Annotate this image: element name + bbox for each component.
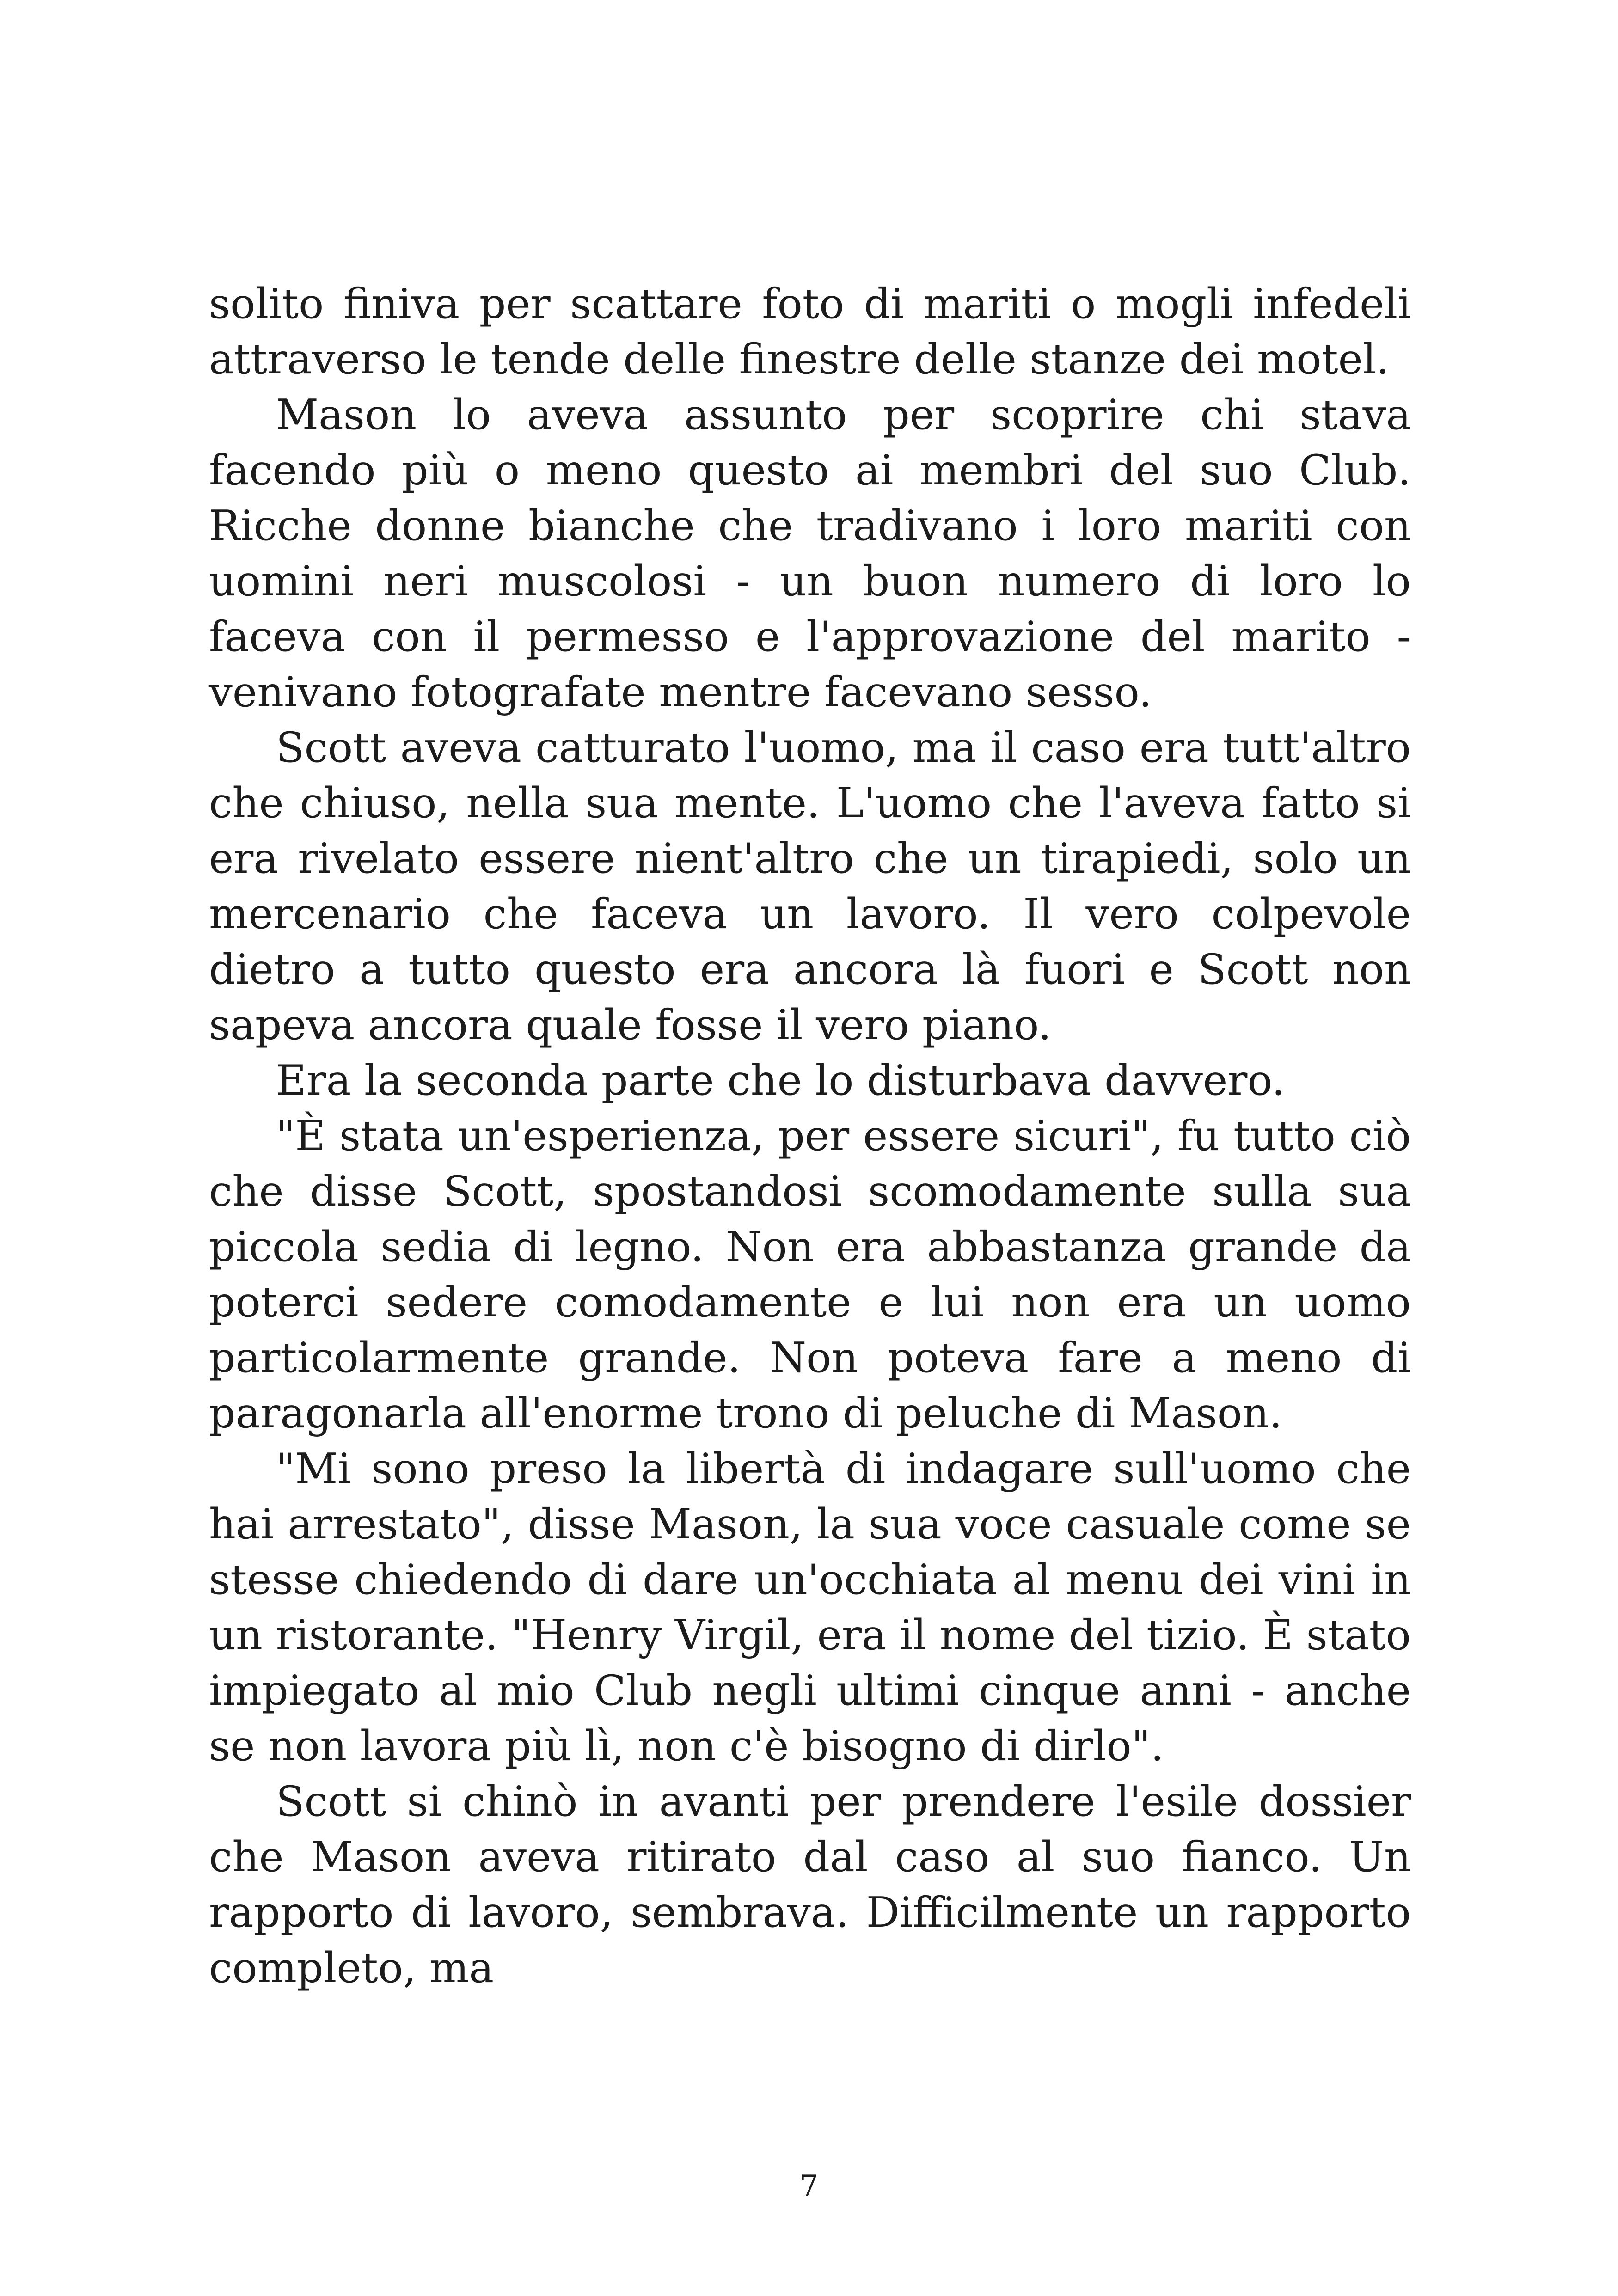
paragraph-3: Scott aveva catturato l'uomo, ma il caso era tutt'altro che chiuso, nella sua mente. L'uomo che l'aveva fatto si era rivelato essere nient'altro che un tirapiedi, solo un mercenario che faceva un lavoro. Il vero colpevole dietro a tutto questo era ancora là fuori e Scott non sapeva ancora quale fosse il vero piano. bbox=[209, 723, 1411, 1049]
paragraph-7: Scott si chinò in avanti per prendere l'esile dossier che Mason aveva ritirato dal caso al suo fianco. Un rapporto di lavoro, sembrava. Difficilmente un rapporto completo, ma bbox=[209, 1777, 1411, 1992]
paragraph-1: solito finiva per scattare foto di mariti o mogli infedeli attraverso le tende delle finestre delle stanze dei motel. bbox=[209, 280, 1411, 384]
paragraph-6: "Mi sono preso la libertà di indagare sull'uomo che hai arrestato", disse Mason, la sua voce casuale come se stesse chiedendo di dare un'occhiata al menu dei vini in un ristorante. "Henry Virgil, era il nome del tizio. È stato impiegato al mio Club negli ultimi cinque anni - anche se non lavora più lì, non c'è bisogno di dirlo". bbox=[209, 1445, 1411, 1770]
paragraph-2: Mason lo aveva assunto per scoprire chi stava facendo più o meno questo ai membri del suo Club. Ricche donne bianche che tradivano i loro mariti con uomini neri muscolosi - un buon numero di loro lo faceva con il permesso e l'approvazione del marito - venivano fotografate mentre facevano sesso. bbox=[209, 391, 1411, 716]
page-number: 7 bbox=[799, 2169, 819, 2204]
paragraph-5: "È stata un'esperienza, per essere sicuri", fu tutto ciò che disse Scott, spostandosi scomodamente sulla sua piccola sedia di legno. Non era abbastanza grande da poterci sedere comodamente e lui non era un uomo particolarmente grande. Non poteva fare a meno di paragonarla all'enorme trono di peluche di Mason. bbox=[209, 1112, 1411, 1438]
body-text bbox=[209, 276, 1411, 1996]
paragraph-4: Era la seconda parte che lo disturbava davvero. bbox=[276, 1056, 1285, 1105]
